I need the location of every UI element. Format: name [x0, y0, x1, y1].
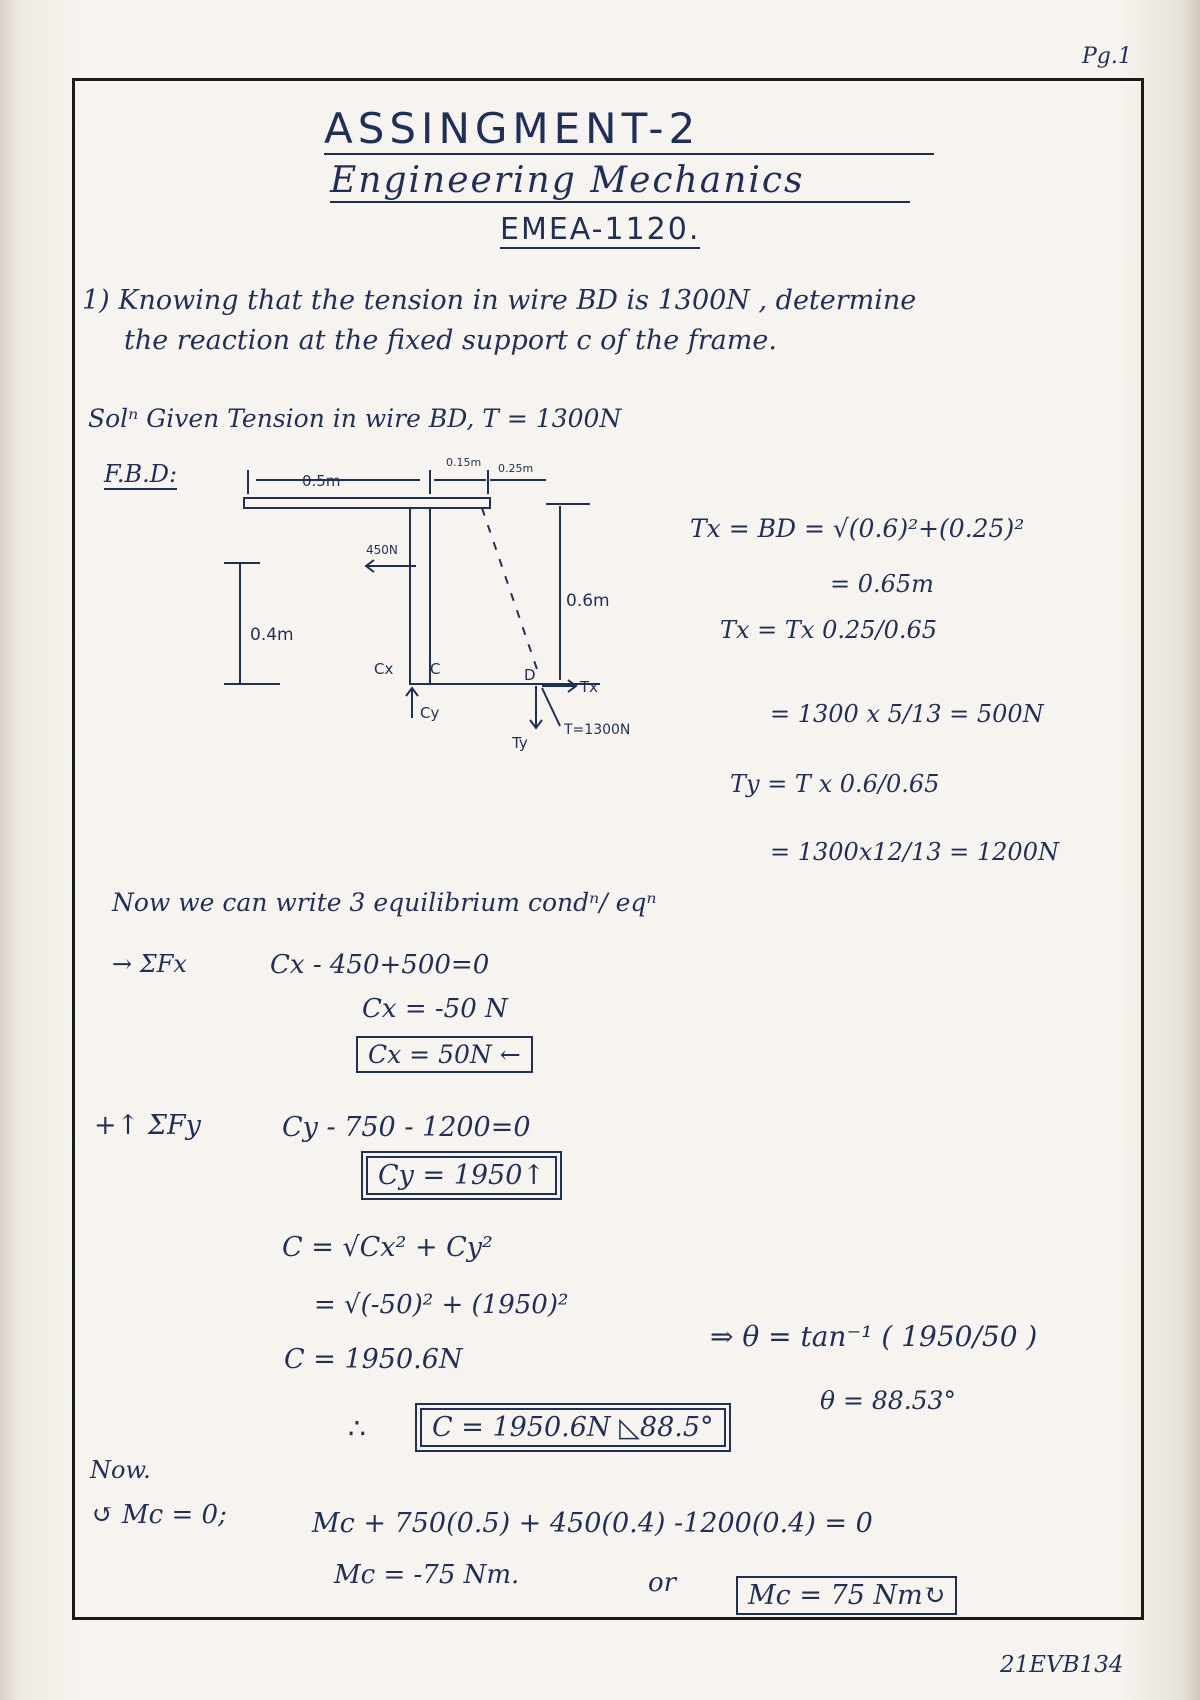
- equilibrium-intro: Now we can write 3 equilibrium condⁿ/ eqⁿ: [112, 888, 657, 917]
- sum-fy-label: +↑ ΣFy: [94, 1110, 201, 1141]
- label-cy: Cy: [420, 704, 440, 722]
- therefore-symbol: ∴: [348, 1412, 366, 1445]
- moment-equation: Mc + 750(0.5) + 450(0.4) -1200(0.4) = 0: [312, 1508, 873, 1539]
- theta-value: θ = 88.53°: [820, 1386, 956, 1415]
- sum-fx-label: → ΣFx: [112, 950, 187, 978]
- cy-result-box: Cy = 1950↑: [366, 1156, 557, 1195]
- calc-ty-2: = 1300x12/13 = 1200N: [770, 838, 1059, 866]
- resultant-result-box: C = 1950.6N ◺88.5°: [420, 1408, 726, 1447]
- resultant-equation-1: C = √Cx² + Cy²: [282, 1232, 493, 1263]
- dim-label-0-6m: 0.6m: [566, 591, 610, 611]
- cx-value: Cx = -50 N: [362, 994, 508, 1024]
- load-label-450n: 450N: [366, 543, 398, 557]
- free-body-diagram: [220, 448, 660, 778]
- page-number: Pg.1: [1082, 44, 1132, 69]
- moment-or: or: [648, 1568, 677, 1598]
- calc-tx-1: Tx = Tx 0.25/0.65: [720, 616, 938, 644]
- label-c: C: [430, 660, 441, 678]
- moment-now: Now.: [90, 1456, 151, 1484]
- moment-result-box: Mc = 75 Nm↻: [736, 1576, 957, 1615]
- calc-ty-1: Ty = T x 0.6/0.65: [730, 770, 940, 798]
- dim-label-0-4m: 0.4m: [250, 625, 294, 645]
- solution-given: Solⁿ Given Tension in wire BD, T = 1300N: [88, 404, 622, 433]
- assignment-title: ASSINGMENT-2: [324, 104, 934, 155]
- resultant-value: C = 1950.6N: [284, 1344, 463, 1375]
- moment-value: Mc = -75 Nm.: [334, 1560, 520, 1590]
- calc-tx-2: = 1300 x 5/13 = 500N: [770, 700, 1044, 728]
- cx-result-box: Cx = 50N ←: [356, 1036, 533, 1073]
- label-cx: Cx: [374, 660, 394, 678]
- moment-label: ↺ Mc = 0;: [92, 1500, 227, 1530]
- subject-title: Engineering Mechanics: [330, 160, 910, 203]
- sum-fy-equation: Cy - 750 - 1200=0: [282, 1112, 531, 1143]
- calc-bd-value: = 0.65m: [830, 570, 934, 598]
- course-code: EMEA-1120.: [500, 212, 701, 247]
- question-line-2: the reaction at the fixed support c of the frame.: [124, 325, 777, 356]
- resultant-equation-2: = √(-50)² + (1950)²: [314, 1290, 569, 1320]
- label-ty: Ty: [512, 734, 528, 752]
- theta-equation: ⇒ θ = tan⁻¹ ( 1950/50 ): [710, 1320, 1038, 1353]
- dim-label-0-5m: 0.5m: [302, 472, 341, 490]
- label-d: D: [524, 666, 536, 684]
- sum-fx-equation: Cx - 450+500=0: [270, 950, 490, 980]
- question-line-1: 1) Knowing that the tension in wire BD is 1300N , determine: [82, 285, 917, 316]
- dim-label-0-25m: 0.25m: [498, 462, 534, 475]
- fbd-label: F.B.D:: [104, 460, 178, 488]
- label-tx: Tx: [580, 678, 599, 696]
- calc-bd: Tx = BD = √(0.6)²+(0.25)²: [690, 514, 1025, 543]
- dim-label-0-15m: 0.15m: [446, 456, 482, 469]
- roll-number: 21EVB134: [1000, 1652, 1124, 1678]
- label-t-1300n: T=1300N: [564, 722, 631, 738]
